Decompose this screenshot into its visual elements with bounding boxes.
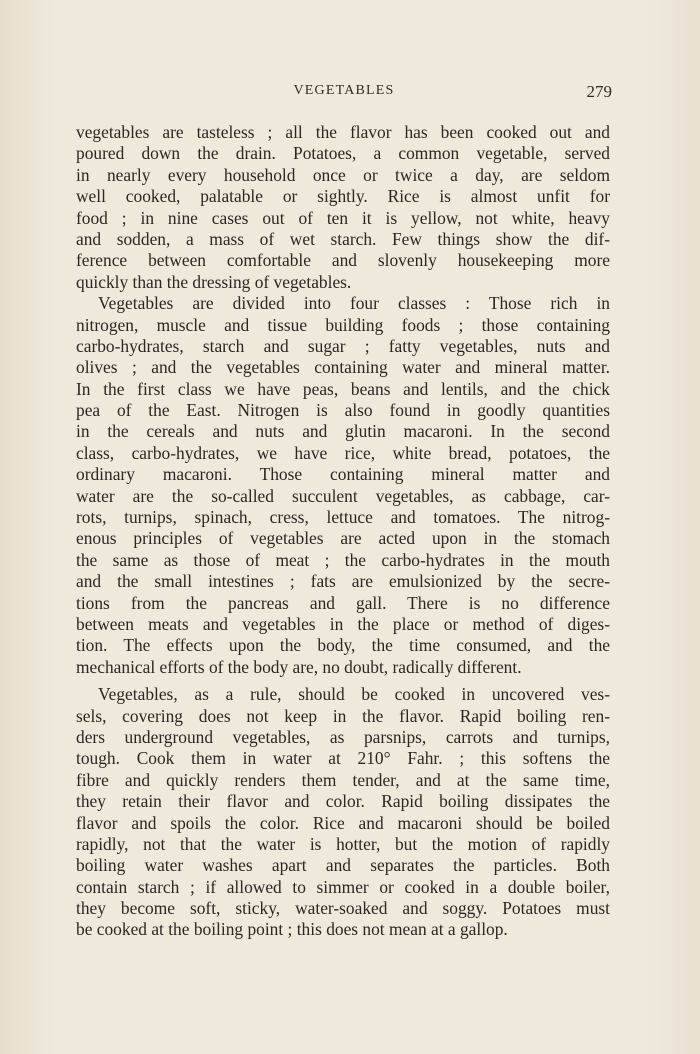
- page-number: 279: [586, 82, 612, 101]
- text-line: In the first class we have peas, beans and lentils, and the chick: [76, 378, 610, 399]
- text-line: they retain their flavor and color. Rapid boiling dissipates the: [76, 791, 610, 812]
- paragraph-3: [76, 684, 610, 941]
- paragraph-1: [76, 122, 610, 293]
- text-line: poured down the drain. Potatoes, a common vegetable, served: [76, 143, 610, 164]
- text-line: mechanical efforts of the body are, no doubt, radically different.: [76, 656, 522, 677]
- text-line: and sodden, a mass of wet starch. Few things show the dif-: [76, 228, 610, 249]
- text-line: olives ; and the vegetables containing water and mineral matter.: [76, 357, 610, 378]
- text-line: be cooked at the boiling point ; this does not mean at a gallop.: [76, 919, 508, 940]
- text-line: Vegetables are divided into four classes : Those rich in: [98, 293, 610, 314]
- text-line: enous principles of vegetables are acted upon in the stomach: [76, 528, 610, 549]
- text-line: boiling water washes apart and separates the particles. Both: [76, 855, 610, 876]
- text-line: contain starch ; if allowed to simmer or cooked in a double boiler,: [76, 876, 610, 897]
- text-line: tions from the pancreas and gall. There is no difference: [76, 592, 610, 613]
- paragraph-2: [76, 293, 610, 678]
- body-text: [76, 122, 610, 941]
- text-line: class, carbo-hydrates, we have rice, white bread, potatoes, the: [76, 442, 610, 463]
- text-line: nitrogen, muscle and tissue building foods ; those containing: [76, 314, 610, 335]
- text-line: well cooked, palatable or sightly. Rice is almost unfit for: [76, 186, 610, 207]
- text-line: rots, turnips, spinach, cress, lettuce and tomatoes. The nitrog-: [76, 507, 610, 528]
- text-line: in the cereals and nuts and glutin macaroni. In the second: [76, 421, 610, 442]
- text-line: fibre and quickly renders them tender, and at the same time,: [76, 769, 610, 790]
- text-line: in nearly every household once or twice a day, are seldom: [76, 164, 610, 185]
- running-head: [76, 82, 612, 104]
- text-line: ference between comfortable and slovenly housekeeping more: [76, 250, 610, 271]
- text-line: rapidly, not that the water is hotter, but the motion of rapidly: [76, 833, 610, 854]
- text-line: vegetables are tasteless ; all the flavor has been cooked out and: [76, 122, 610, 142]
- text-line: sels, covering does not keep in the flavor. Rapid boiling ren-: [76, 705, 610, 726]
- text-line: carbo-hydrates, starch and sugar ; fatty vegetables, nuts and: [76, 335, 610, 356]
- running-title: VEGETABLES: [293, 83, 395, 98]
- text-line: the same as those of meat ; the carbo-hydrates in the mouth: [76, 549, 610, 570]
- text-line: food ; in nine cases out of ten it is yellow, not white, heavy: [76, 207, 610, 228]
- text-line: quickly than the dressing of vegetables.: [76, 271, 352, 292]
- text-line: pea of the East. Nitrogen is also found in goodly quantities: [76, 400, 610, 421]
- text-line: and the small intestines ; fats are emulsionized by the secre-: [76, 571, 610, 592]
- text-line: water are the so-called succulent vegetables, as cabbage, car-: [76, 485, 610, 506]
- text-line: ordinary macaroni. Those containing mineral matter and: [76, 464, 610, 485]
- text-line: Vegetables, as a rule, should be cooked in uncovered ves-: [98, 684, 610, 705]
- text-line: ders underground vegetables, as parsnips, carrots and turnips,: [76, 726, 610, 747]
- text-line: between meats and vegetables in the place or method of diges-: [76, 613, 610, 634]
- text-line: flavor and spoils the color. Rice and macaroni should be boiled: [76, 812, 610, 833]
- text-line: tion. The effects upon the body, the time consumed, and the: [76, 635, 610, 656]
- text-line: tough. Cook them in water at 210° Fahr. ; this softens the: [76, 748, 610, 769]
- text-line: they become soft, sticky, water-soaked and soggy. Potatoes must: [76, 898, 610, 919]
